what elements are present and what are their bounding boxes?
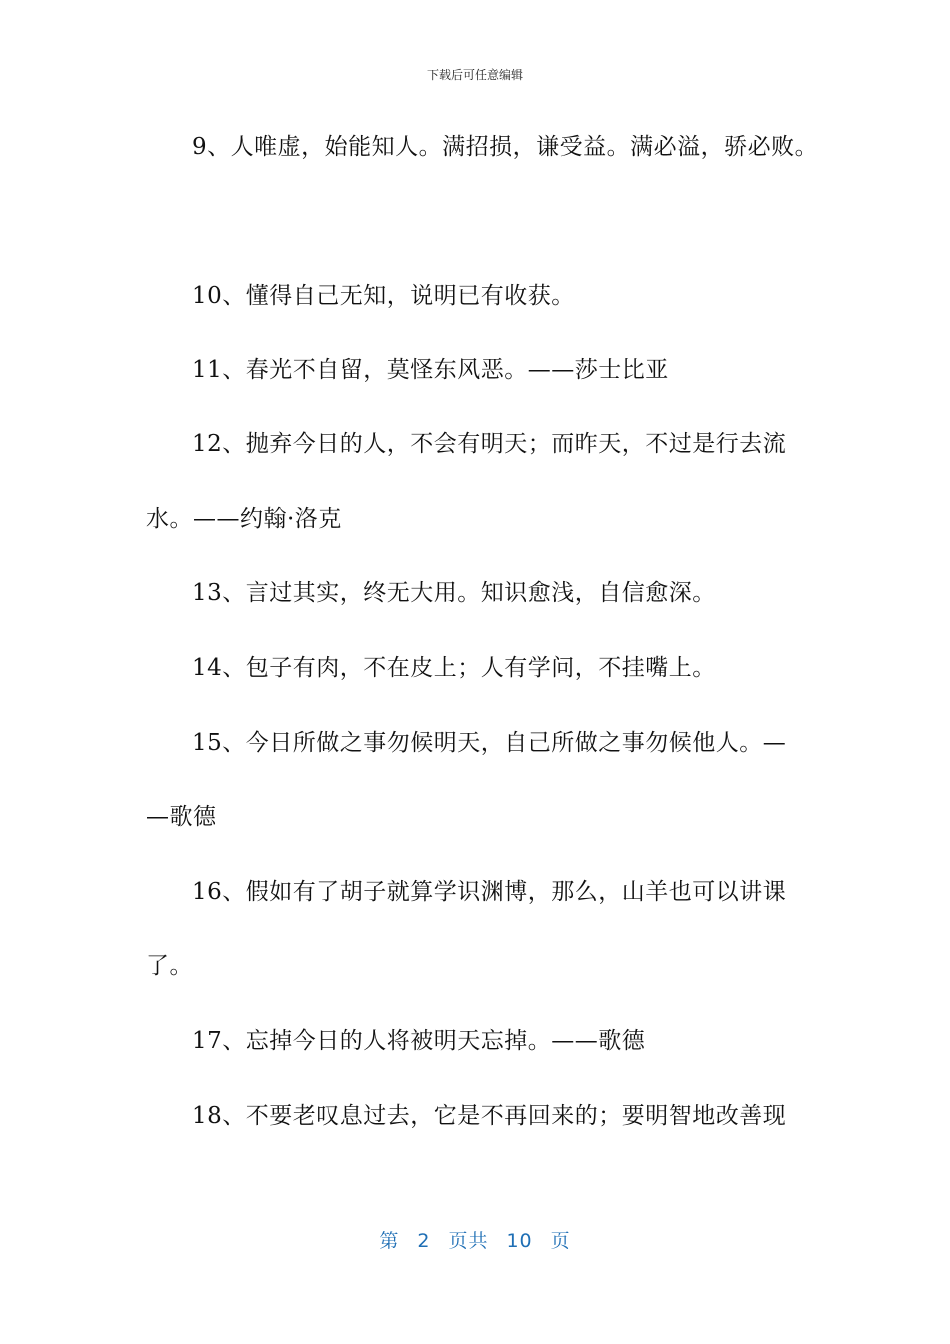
quote-line: 9、人唯虚，始能知人。满招损，谦受益。满必溢，骄必败。 xyxy=(192,134,819,160)
quote-line: 12、抛弃今日的人，不会有明天；而昨天，不过是行去流 xyxy=(192,431,787,457)
total-pages-number: 10 xyxy=(506,1230,533,1252)
quote-line: 15、今日所做之事勿候明天，自己所做之事勿候他人。— xyxy=(192,730,787,756)
footer-middle: 页共 xyxy=(448,1230,489,1252)
quote-line: 11、春光不自留，莫怪东风恶。——莎士比亚 xyxy=(192,357,669,383)
quote-line: 14、包子有肉，不在皮上；人有学问，不挂嘴上。 xyxy=(192,655,716,681)
quote-line-continuation: 水。——约翰·洛克 xyxy=(146,506,342,532)
page-header: 下载后可任意编辑 xyxy=(426,68,523,82)
footer-prefix: 第 xyxy=(379,1230,400,1252)
page-footer xyxy=(0,1226,950,1253)
quote-line-continuation: —歌德 xyxy=(146,804,217,830)
current-page-number: 2 xyxy=(417,1230,431,1252)
quote-line: 13、言过其实，终无大用。知识愈浅，自信愈深。 xyxy=(192,580,716,606)
quote-line: 10、懂得自己无知，说明已有收获。 xyxy=(192,283,575,309)
quote-line: 16、假如有了胡子就算学识渊博，那么，山羊也可以讲课 xyxy=(192,879,787,905)
quote-line: 18、不要老叹息过去，它是不再回来的；要明智地改善现 xyxy=(192,1103,787,1129)
footer-suffix: 页 xyxy=(550,1230,571,1252)
quote-line: 17、忘掉今日的人将被明天忘掉。——歌德 xyxy=(192,1028,646,1054)
quote-line-continuation: 了。 xyxy=(146,953,193,979)
